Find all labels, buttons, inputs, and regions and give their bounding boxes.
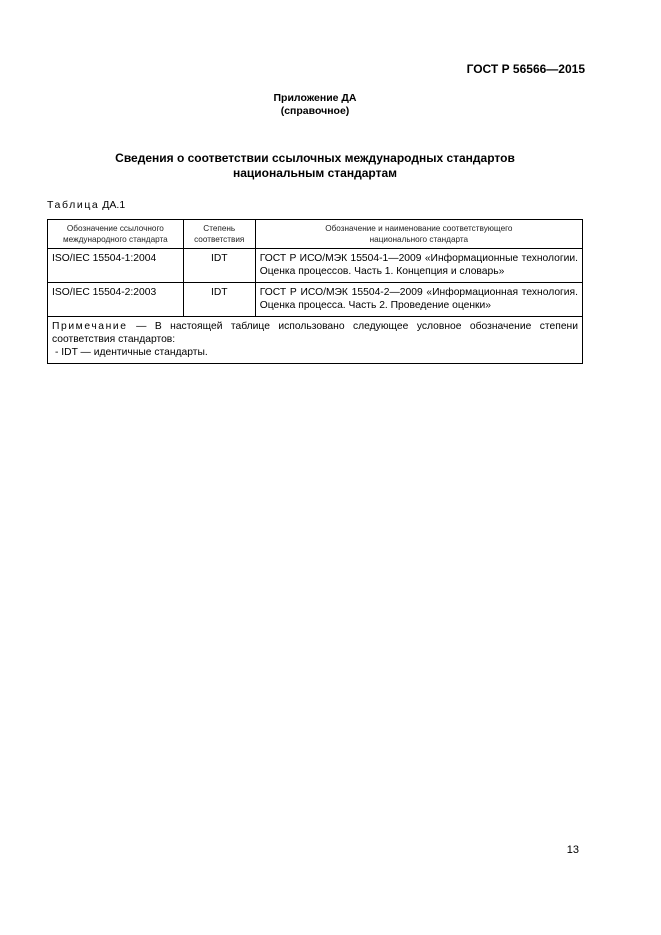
cell-national-standard: ГОСТ Р ИСО/МЭК 15504-1—2009 «Информационные технологии. Оценка процессов. Часть 1. Концепция и словарь» (255, 249, 582, 283)
table-label-prefix: Таблица (47, 199, 100, 211)
note-paragraph (52, 320, 578, 346)
cell-degree: IDT (183, 249, 255, 283)
appendix-title: Приложение ДА (273, 92, 357, 104)
table-label (47, 199, 125, 211)
note-prefix: Примечание (52, 321, 128, 332)
reference-table (47, 219, 583, 364)
appendix-subtitle: (справочное) (280, 105, 350, 117)
note-item: - IDT — идентичные стандарты. (55, 347, 208, 358)
appendix-block (0, 92, 630, 118)
header-degree-line-1: Степень (203, 224, 236, 233)
cell-intl-standard: ISO/IEC 15504-2:2003 (48, 283, 184, 317)
note-text: — В настоящей таблице использовано следующее условное обозначение степени соответствия стандартов: (52, 321, 578, 345)
heading-line-1: Сведения о соответствии ссылочных международных стандартов (115, 151, 515, 165)
header-intl-line-2: международного стандарта (63, 235, 168, 244)
header-intl-line-1: Обозначение ссылочного (66, 224, 164, 233)
table-note-row (48, 317, 583, 364)
page-number: 13 (566, 844, 579, 856)
cell-national-standard: ГОСТ Р ИСО/МЭК 15504-2—2009 «Информационная технология. Оценка процесса. Часть 2. Проведение оценки» (255, 283, 582, 317)
header-national-standard (255, 220, 582, 249)
header-national-line-1: Обозначение и наименование соответствующего (325, 224, 513, 233)
section-heading (0, 151, 630, 181)
header-degree-line-2: соответствия (194, 235, 245, 244)
table-note (48, 317, 583, 364)
document-code: ГОСТ Р 56566—2015 (466, 62, 585, 76)
table-row (48, 283, 583, 317)
heading-line-2: национальным стандартам (233, 166, 397, 180)
header-intl-standard (48, 220, 184, 249)
header-degree (183, 220, 255, 249)
table-row (48, 249, 583, 283)
cell-degree: IDT (183, 283, 255, 317)
table-header-row (48, 220, 583, 249)
table-label-number: ДА.1 (102, 199, 126, 211)
cell-intl-standard: ISO/IEC 15504-1:2004 (48, 249, 184, 283)
header-national-line-2: национального стандарта (369, 235, 469, 244)
